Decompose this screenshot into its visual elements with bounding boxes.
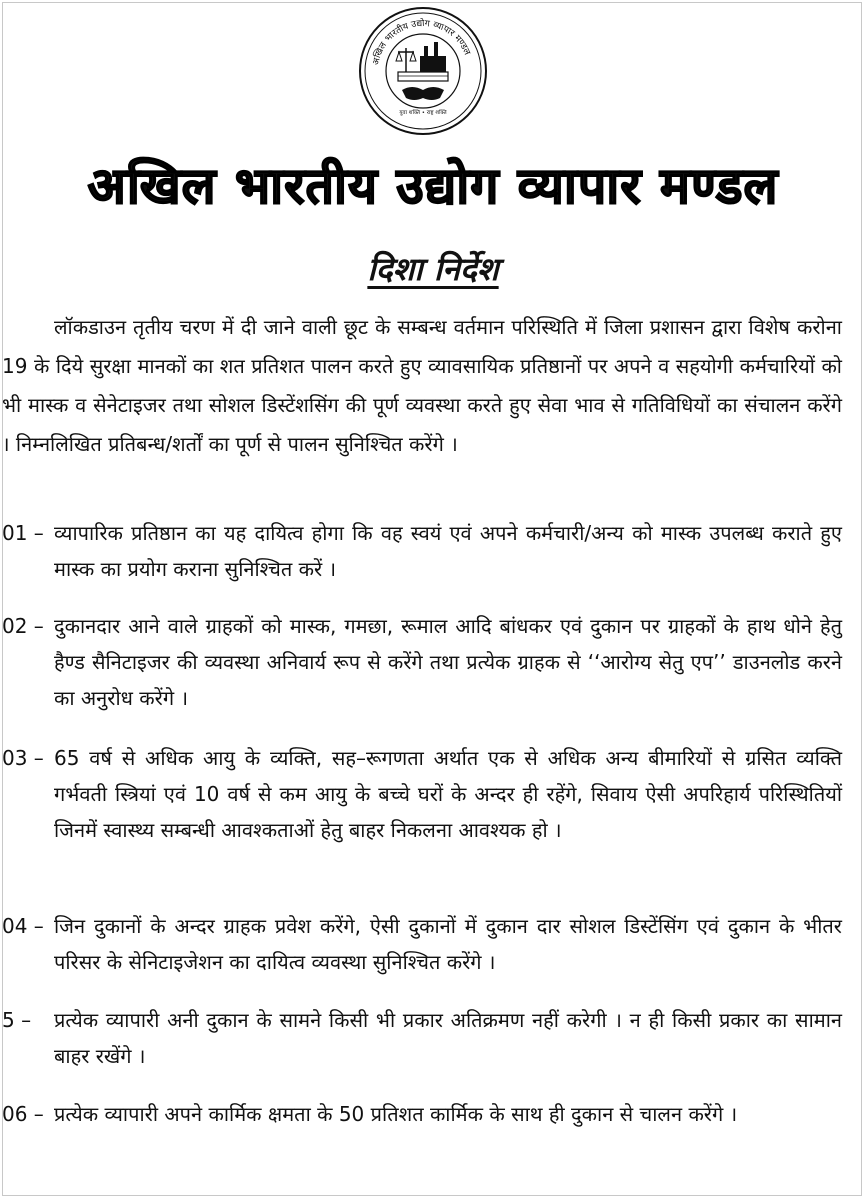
svg-text:अखिल भारतीय उद्योग व्यापार मण्: अखिल भारतीय उद्योग व्यापार मण्डल (371, 18, 472, 66)
organization-title: अखिल भारतीय उद्योग व्यापार मण्डल (87, 157, 779, 215)
item-text: व्यापारिक प्रतिष्ठान का यह दायित्व होगा कि वह स्वयं एवं अपने कर्मचारी/अन्य को मास्क उपलब्ध कराते हुए मास्क का प्रयोग कराना सुनिश्चित करें । (54, 521, 842, 581)
guideline-item (2, 740, 842, 848)
item-number: 02 – (2, 614, 44, 638)
item-number: 03 – (2, 746, 44, 770)
item-number: 04 – (2, 914, 44, 938)
item-text: प्रत्येक व्यापारी अनी दुकान के सामने किसी भी प्रकार अतिक्रमण नहीं करेगी । न ही किसी प्रकार का सामान बाहर रखेंगे । (54, 1008, 842, 1068)
subtitle-text: दिशा निर्देश (367, 250, 499, 288)
guideline-item (2, 908, 842, 980)
item-number: 06 – (2, 1102, 44, 1126)
guideline-item (2, 1002, 842, 1074)
item-text: प्रत्येक व्यापारी अपने कार्मिक क्षमता के 50 प्रतिशत कार्मिक के साथ ही दुकान से चालन करेंगे । (54, 1102, 738, 1126)
guideline-item (2, 515, 842, 587)
item-number: 5 – (2, 1008, 32, 1032)
item-text: जिन दुकानों के अन्दर ग्राहक प्रवेश करेंगे, ऐसी दुकानों में दुकान दार सोशल डिस्टेंसिंग एवं दुकान के भीतर परिसर के सेनिटाइजेशन का दायित्व व्यवस्था सुनिश्चित करेंगे । (54, 914, 842, 974)
item-number: 01 – (2, 521, 44, 545)
document-subtitle (0, 247, 866, 291)
item-text: दुकानदार आने वाले ग्राहकों को मास्क, गमछा, रूमाल आदि बांधकर एवं दुकान पर ग्राहकों के हाथ धोने हेतु हैण्ड सैनिटाइजर की व्यवस्था अनिवार्य रूप से करेंगे तथा प्रत्येक ग्राहक से ‘‘आरोग्य सेतु एप’’ डाउनलोड करने का अनुरोध करेंगे । (54, 614, 842, 710)
guideline-item (2, 608, 842, 716)
svg-text:युवा शक्ति • राष्ट्र शक्ति: युवा शक्ति • राष्ट्र शक्ति (399, 110, 447, 116)
item-text: 65 वर्ष से अधिक आयु के व्यक्ति, सह–रूगणता अर्थात एक से अधिक अन्य बीमारियों से ग्रसित व्यक्ति गर्भवती स्त्रियां एवं 10 वर्ष से कम आयु के बच्चे घरों के अन्दर ही रहेंगे, सिवाय ऐसी अपरिहार्य परिस्थितियों जिनमें स्वास्थ्य सम्बन्धी आवश्कताओं हेतु बाहर निकलना आवश्यक हो । (54, 746, 842, 842)
organization-seal-logo (358, 6, 488, 136)
intro-paragraph: लॉकडाउन तृतीय चरण में दी जाने वाली छूट के सम्बन्ध वर्तमान परिस्थिति में जिला प्रशासन द्वारा विशेष करोना 19 के दिये सुरक्षा मानकों का शत प्रतिशत पालन करते हुए व्यावसायिक प्रतिष्ठानों पर अपने व सहयोगी कर्मचारियों को भी मास्क व सेनेटाइजर तथा सोशल डिस्टेंशसिंग की पूर्ण व्यवस्था करते हुए सेवा भाव से गतिविधियों का संचालन करेंगे । निम्नलिखित प्रतिबन्ध/शर्तों का पूर्ण से पालन सुनिश्चित करेंगे । (2, 315, 842, 456)
guideline-item (2, 1096, 842, 1132)
